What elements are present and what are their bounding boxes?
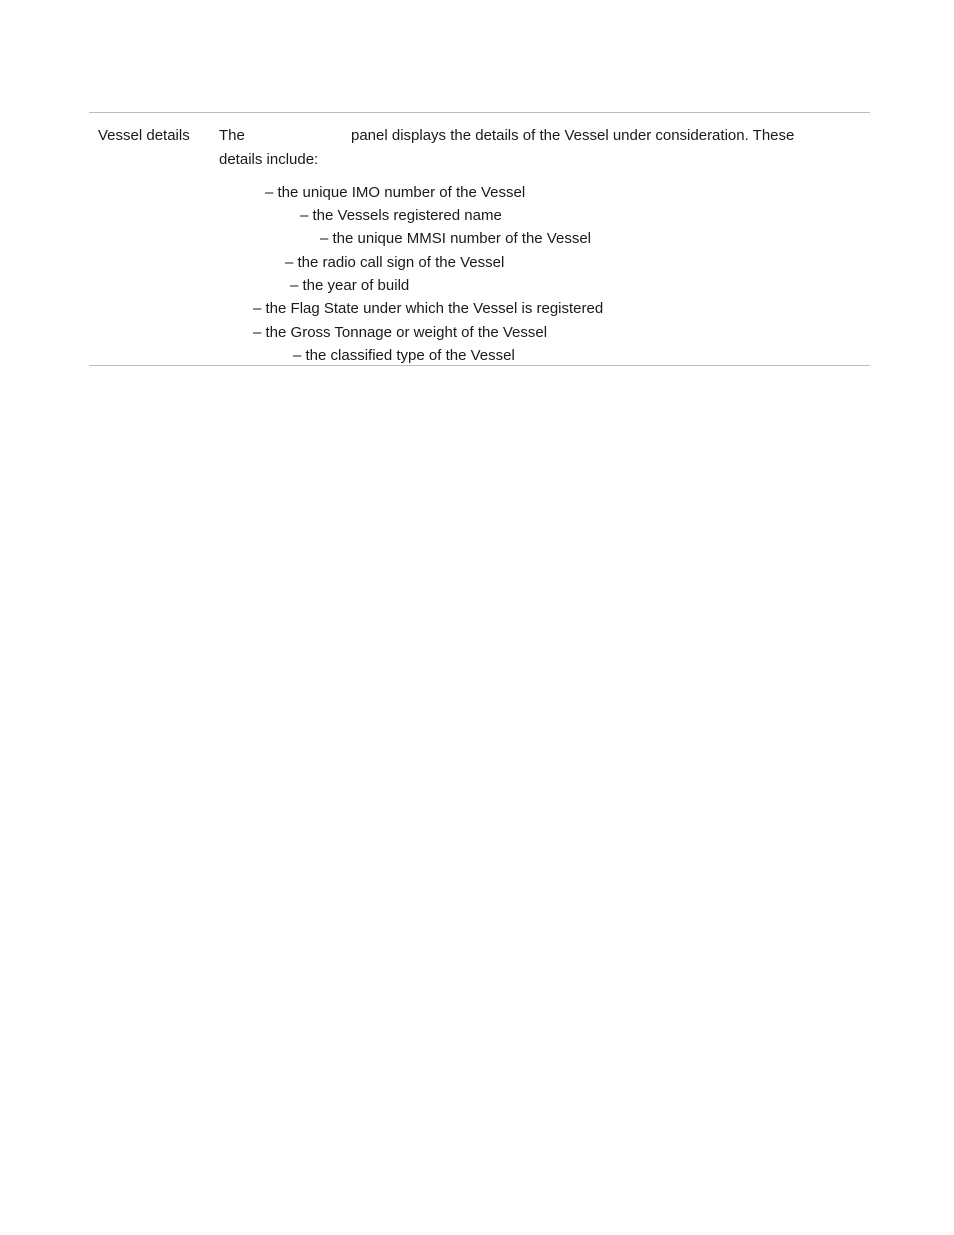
detail-item-imo: – the unique IMO number of the Vessel [265,184,526,201]
row-label: Vessel details [98,127,190,144]
detail-item-name: – the Vessels registered name [300,207,502,224]
table-top-divider [89,112,870,113]
detail-item-gross-tonnage: – the Gross Tonnage or weight of the Vessel [253,324,548,341]
table-bottom-divider [89,365,870,366]
detail-item-vessel-type: – the classified type of the Vessel [293,347,515,364]
description-continuation: details include: [219,151,319,168]
description-lead-word: The [219,127,245,144]
description-text: panel displays the details of the Vessel under consideration. These [351,127,795,144]
detail-item-year-of-build: – the year of build [290,277,410,294]
detail-item-mmsi: – the unique MMSI number of the Vessel [320,230,591,247]
detail-item-flag-state: – the Flag State under which the Vessel is registered [253,300,604,317]
detail-item-call-sign: – the radio call sign of the Vessel [285,254,505,271]
